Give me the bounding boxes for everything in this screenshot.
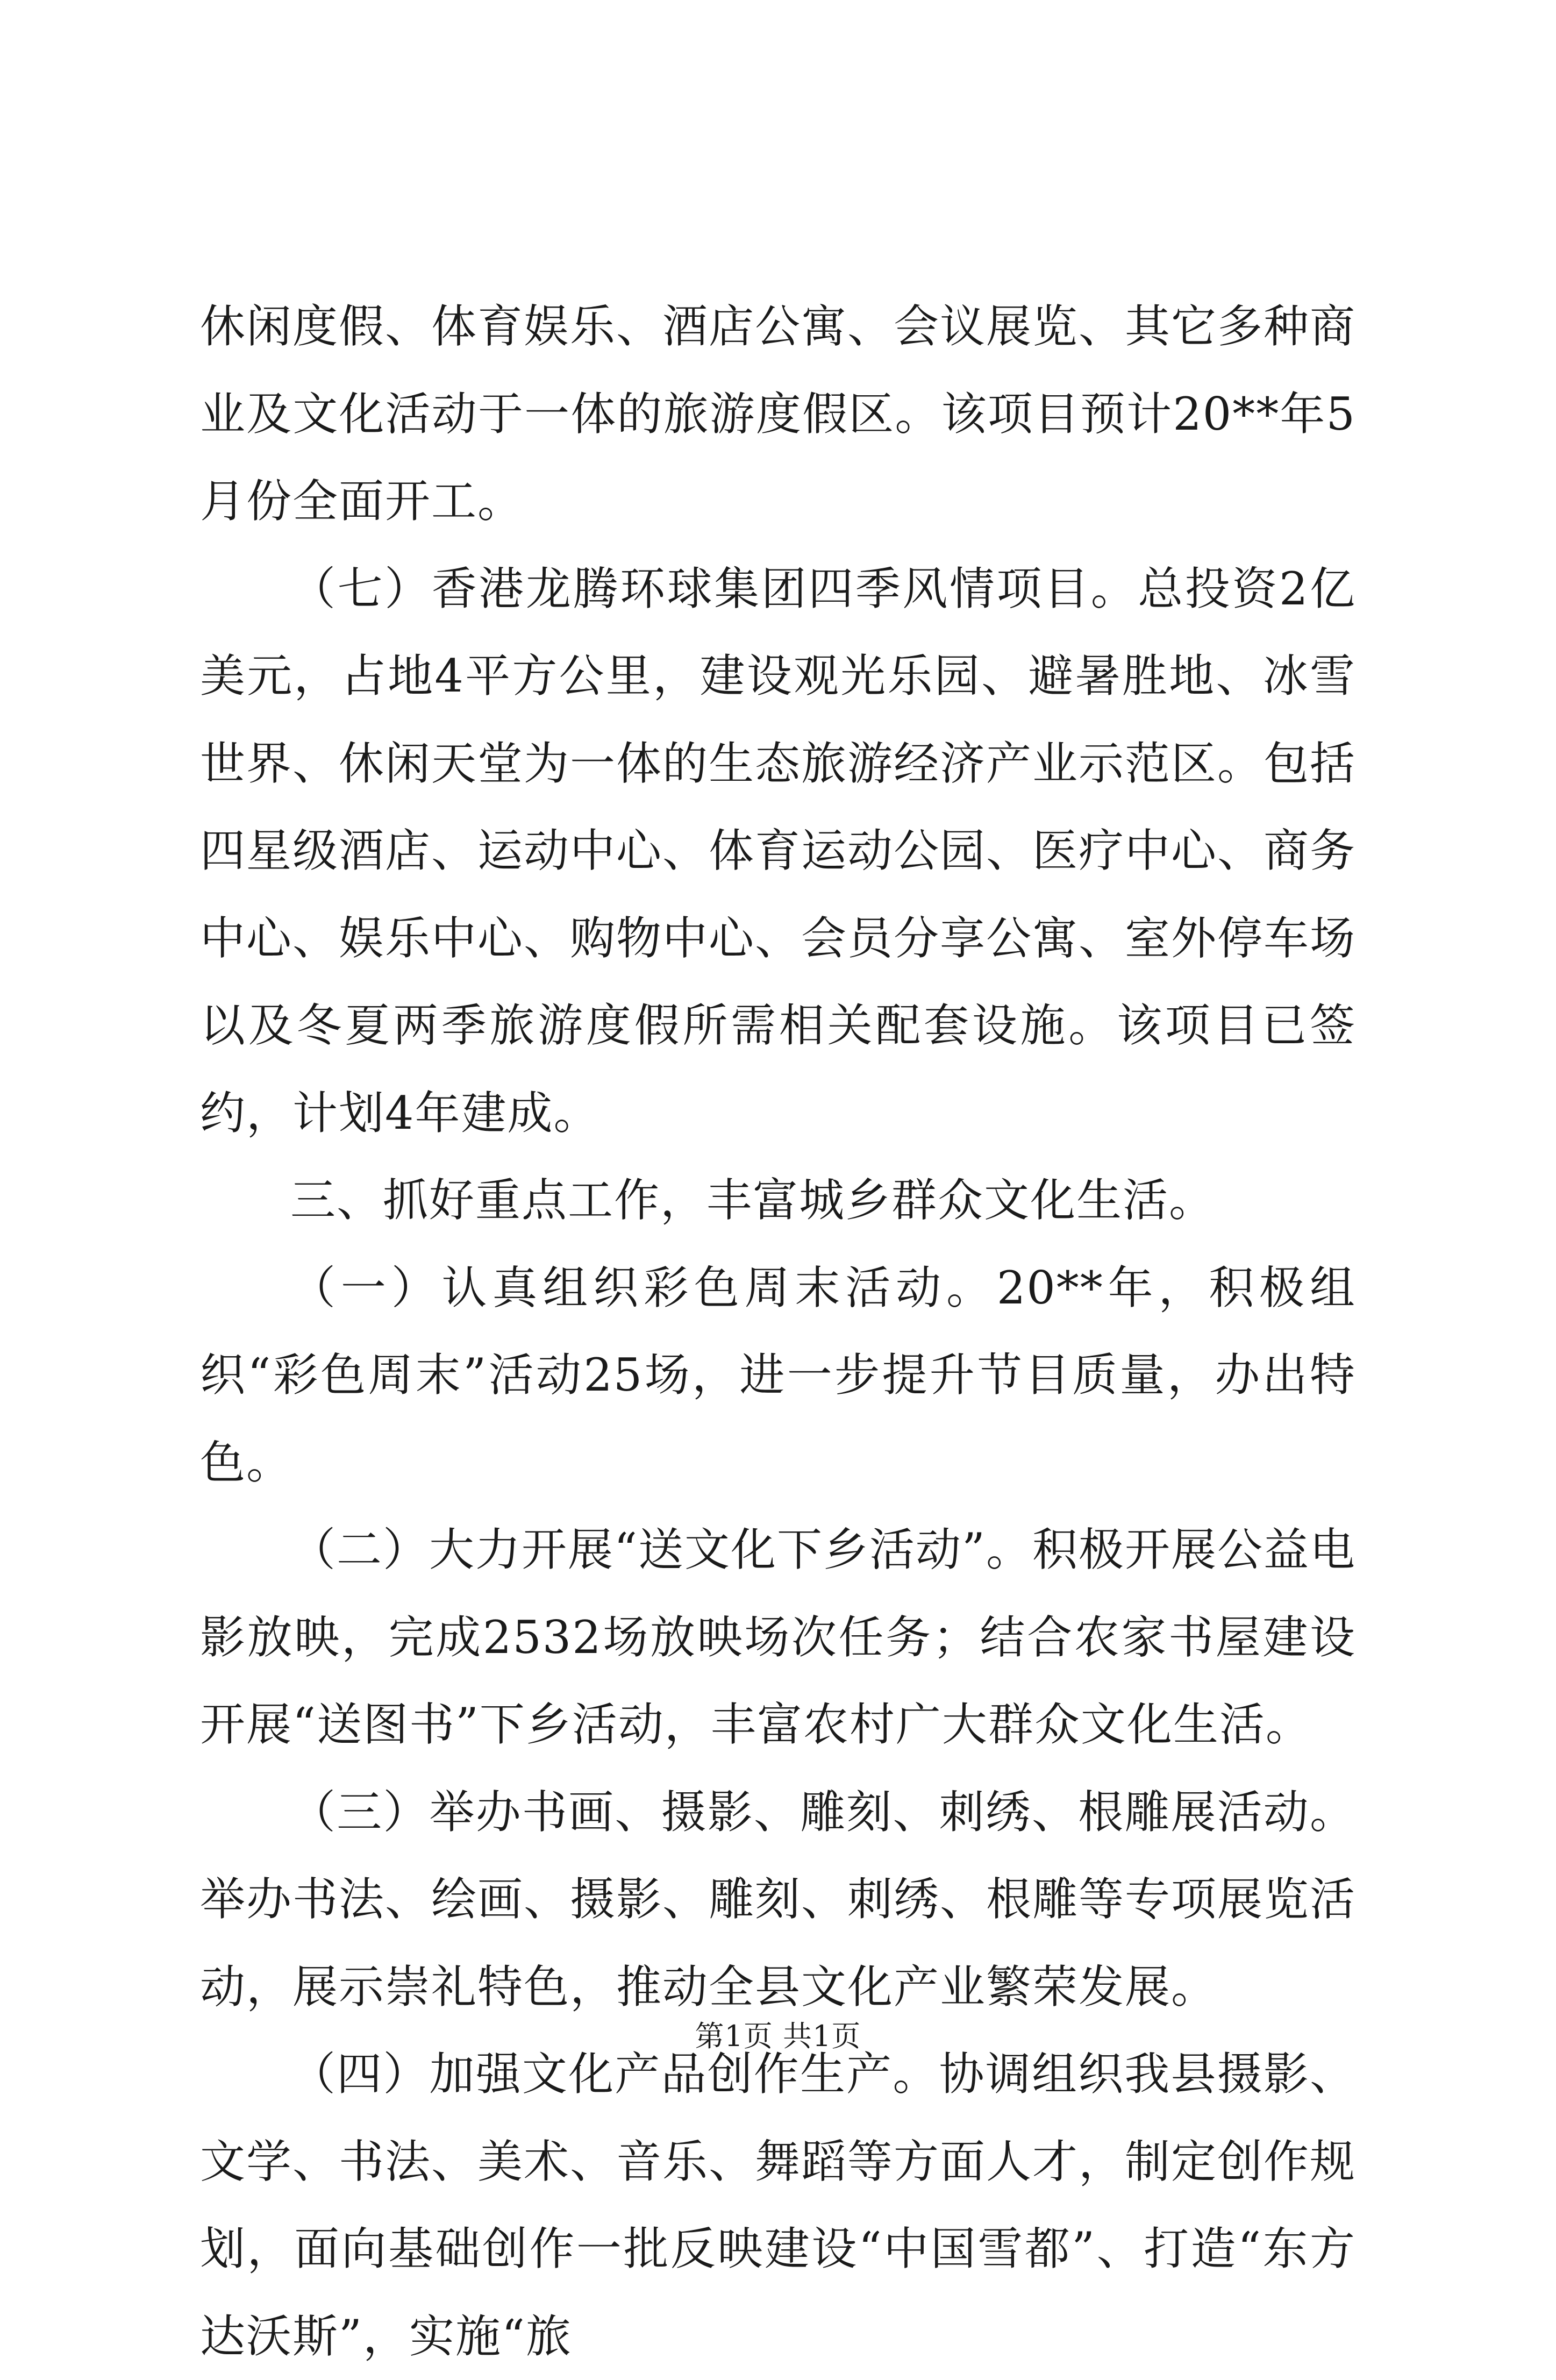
paragraph-item-two: （二）大力开展“送文化下乡活动”。积极开展公益电影放映，完成2532场放映场次任务；结合农家书屋建设开展“送图书”下乡活动，丰富农村广大群众文化生活。	[200, 1523, 1356, 1751]
page-footer: 第1页 共1页	[695, 2019, 861, 2053]
document-body	[200, 283, 1356, 2380]
paragraph-item-four: （四）加强文化产品创作生产。协调组织我县摄影、文学、书法、美术、音乐、舞蹈等方面人才，制定创作规划，面向基础创作一批反映建设“中国雪都”、打造“东方达沃斯”，实施“旅	[200, 2048, 1357, 2363]
section-heading-three: 三、抓好重点工作，丰富城乡群众文化生活。	[290, 1174, 1216, 1227]
paragraph-item-three: （三）举办书画、摄影、雕刻、刺绣、根雕展活动。举办书法、绘画、摄影、雕刻、刺绣、根雕等专项展览活动，展示崇礼特色，推动全县文化产业繁荣发展。	[200, 1785, 1357, 2013]
paragraph-project-seven: （七）香港龙腾环球集团四季风情项目。总投资2亿美元，占地4平方公里，建设观光乐园、避暑胜地、冰雪世界、休闲天堂为一体的生态旅游经济产业示范区。包括四星级酒店、运动中心、体育运动公园、医疗中心、商务中心、娱乐中心、购物中心、会员分享公寓、室外停车场以及冬夏两季旅游度假所需相关配套设施。该项目已签约，计划4年建成。	[200, 562, 1357, 1139]
paragraph-continuation: 休闲度假、体育娱乐、酒店公寓、会议展览、其它多种商业及文化活动于一体的旅游度假区。该项目预计20**年5月份全面开工。	[200, 300, 1357, 528]
paragraph-item-one: （一）认真组织彩色周末活动。20**年，积极组织“彩色周末”活动25场，进一步提升节目质量，办出特色。	[200, 1261, 1356, 1489]
